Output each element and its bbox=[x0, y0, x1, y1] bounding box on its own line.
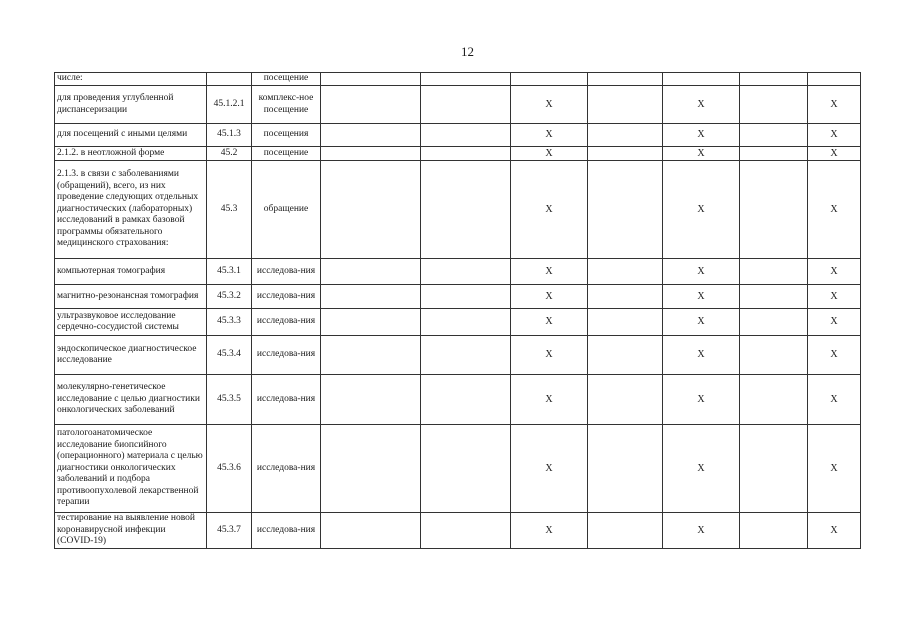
value-cell: X bbox=[808, 147, 861, 161]
value-cell: X bbox=[511, 375, 588, 425]
row-code: 45.1.3 bbox=[207, 124, 252, 147]
value-cell: X bbox=[511, 124, 588, 147]
value-cell bbox=[321, 161, 421, 259]
value-cell bbox=[588, 309, 663, 336]
table-row bbox=[55, 161, 861, 259]
row-name: ультразвуковое исследование сердечно-сосудистой системы bbox=[55, 309, 207, 336]
value-cell bbox=[421, 375, 511, 425]
value-cell bbox=[421, 161, 511, 259]
row-code: 45.3.1 bbox=[207, 259, 252, 285]
value-cell bbox=[588, 147, 663, 161]
value-cell bbox=[421, 86, 511, 124]
value-cell bbox=[588, 161, 663, 259]
value-cell: X bbox=[663, 147, 740, 161]
table-row bbox=[55, 147, 861, 161]
value-cell bbox=[321, 124, 421, 147]
row-code: 45.2 bbox=[207, 147, 252, 161]
table-row bbox=[55, 513, 861, 549]
value-cell: X bbox=[808, 86, 861, 124]
value-cell: X bbox=[808, 425, 861, 513]
data-table bbox=[54, 72, 861, 549]
value-cell: X bbox=[663, 425, 740, 513]
value-cell: X bbox=[663, 309, 740, 336]
value-cell: X bbox=[663, 375, 740, 425]
value-cell bbox=[421, 513, 511, 549]
value-cell: X bbox=[808, 375, 861, 425]
value-cell bbox=[511, 73, 588, 86]
row-unit: исследова-ния bbox=[252, 259, 321, 285]
value-cell bbox=[421, 285, 511, 309]
row-name: для посещений с иными целями bbox=[55, 124, 207, 147]
row-unit: обращение bbox=[252, 161, 321, 259]
table-row bbox=[55, 309, 861, 336]
value-cell bbox=[421, 259, 511, 285]
value-cell: X bbox=[808, 309, 861, 336]
value-cell bbox=[421, 147, 511, 161]
value-cell: X bbox=[511, 86, 588, 124]
value-cell bbox=[421, 425, 511, 513]
row-code: 45.3.6 bbox=[207, 425, 252, 513]
value-cell: X bbox=[663, 124, 740, 147]
row-unit: исследова-ния bbox=[252, 336, 321, 375]
row-unit: исследова-ния bbox=[252, 375, 321, 425]
value-cell bbox=[321, 147, 421, 161]
value-cell: X bbox=[808, 259, 861, 285]
value-cell bbox=[740, 336, 808, 375]
value-cell: X bbox=[511, 309, 588, 336]
row-name: 2.1.3. в связи с заболеваниями (обращений), всего, из них проведение следующих отдельных диагностических (лабораторных) исследований в рамках базовой программы обязательного медицинского страхования: bbox=[55, 161, 207, 259]
table-row bbox=[55, 259, 861, 285]
value-cell bbox=[740, 73, 808, 86]
row-code: 45.3.5 bbox=[207, 375, 252, 425]
value-cell bbox=[588, 375, 663, 425]
value-cell bbox=[740, 285, 808, 309]
row-unit: посещение bbox=[252, 73, 321, 86]
row-unit: посещения bbox=[252, 124, 321, 147]
value-cell: X bbox=[808, 285, 861, 309]
row-name: компьютерная томография bbox=[55, 259, 207, 285]
value-cell: X bbox=[511, 147, 588, 161]
value-cell bbox=[321, 425, 421, 513]
value-cell bbox=[421, 124, 511, 147]
value-cell bbox=[740, 513, 808, 549]
value-cell bbox=[740, 309, 808, 336]
value-cell bbox=[321, 309, 421, 336]
value-cell bbox=[740, 375, 808, 425]
row-name: 2.1.2. в неотложной форме bbox=[55, 147, 207, 161]
value-cell: X bbox=[663, 513, 740, 549]
row-name: для проведения углубленной диспансеризации bbox=[55, 86, 207, 124]
value-cell bbox=[588, 124, 663, 147]
table-row bbox=[55, 86, 861, 124]
row-code: 45.3.3 bbox=[207, 309, 252, 336]
row-unit: исследова-ния bbox=[252, 425, 321, 513]
value-cell: X bbox=[663, 285, 740, 309]
value-cell bbox=[588, 285, 663, 309]
row-code: 45.3.4 bbox=[207, 336, 252, 375]
value-cell: X bbox=[511, 336, 588, 375]
row-unit: комплекс-ное посещение bbox=[252, 86, 321, 124]
row-name: эндоскопическое диагностическое исследование bbox=[55, 336, 207, 375]
value-cell bbox=[588, 86, 663, 124]
value-cell: X bbox=[511, 161, 588, 259]
row-code bbox=[207, 73, 252, 86]
value-cell: X bbox=[808, 336, 861, 375]
value-cell bbox=[740, 425, 808, 513]
value-cell bbox=[588, 425, 663, 513]
value-cell bbox=[321, 259, 421, 285]
value-cell bbox=[663, 73, 740, 86]
value-cell bbox=[321, 375, 421, 425]
value-cell: X bbox=[511, 513, 588, 549]
row-unit: исследова-ния bbox=[252, 513, 321, 549]
table-row bbox=[55, 375, 861, 425]
value-cell: X bbox=[511, 425, 588, 513]
value-cell: X bbox=[663, 161, 740, 259]
row-unit: исследова-ния bbox=[252, 285, 321, 309]
value-cell bbox=[321, 513, 421, 549]
value-cell: X bbox=[808, 124, 861, 147]
value-cell: X bbox=[808, 161, 861, 259]
table-row bbox=[55, 73, 861, 86]
value-cell bbox=[588, 513, 663, 549]
table-row bbox=[55, 336, 861, 375]
row-name: магнитно-резонансная томография bbox=[55, 285, 207, 309]
value-cell bbox=[321, 285, 421, 309]
value-cell: X bbox=[511, 285, 588, 309]
table-row bbox=[55, 124, 861, 147]
row-name: молекулярно-генетическое исследование с целью диагностики онкологических заболеваний bbox=[55, 375, 207, 425]
table-row bbox=[55, 285, 861, 309]
value-cell: X bbox=[808, 513, 861, 549]
value-cell bbox=[321, 73, 421, 86]
value-cell bbox=[588, 336, 663, 375]
value-cell bbox=[808, 73, 861, 86]
row-name: числе: bbox=[55, 73, 207, 86]
value-cell bbox=[421, 336, 511, 375]
row-code: 45.1.2.1 bbox=[207, 86, 252, 124]
value-cell bbox=[588, 259, 663, 285]
value-cell bbox=[321, 86, 421, 124]
row-unit: исследова-ния bbox=[252, 309, 321, 336]
value-cell bbox=[740, 147, 808, 161]
row-code: 45.3.7 bbox=[207, 513, 252, 549]
row-code: 45.3 bbox=[207, 161, 252, 259]
value-cell: X bbox=[663, 86, 740, 124]
page-number: 12 bbox=[461, 44, 474, 59]
value-cell bbox=[421, 73, 511, 86]
value-cell: X bbox=[663, 259, 740, 285]
row-code: 45.3.2 bbox=[207, 285, 252, 309]
row-unit: посещение bbox=[252, 147, 321, 161]
value-cell: X bbox=[511, 259, 588, 285]
value-cell bbox=[740, 124, 808, 147]
value-cell bbox=[740, 86, 808, 124]
value-cell: X bbox=[663, 336, 740, 375]
value-cell bbox=[740, 259, 808, 285]
value-cell bbox=[321, 336, 421, 375]
value-cell bbox=[588, 73, 663, 86]
value-cell bbox=[421, 309, 511, 336]
table-row bbox=[55, 425, 861, 513]
row-name: тестирование на выявление новой коронавирусной инфекции (COVID-19) bbox=[55, 513, 207, 549]
row-name: патологоанатомическое исследование биопсийного (операционного) материала с целью диагностики онкологических заболеваний и подбора противоопухолевой лекарственной терапии bbox=[55, 425, 207, 513]
value-cell bbox=[740, 161, 808, 259]
